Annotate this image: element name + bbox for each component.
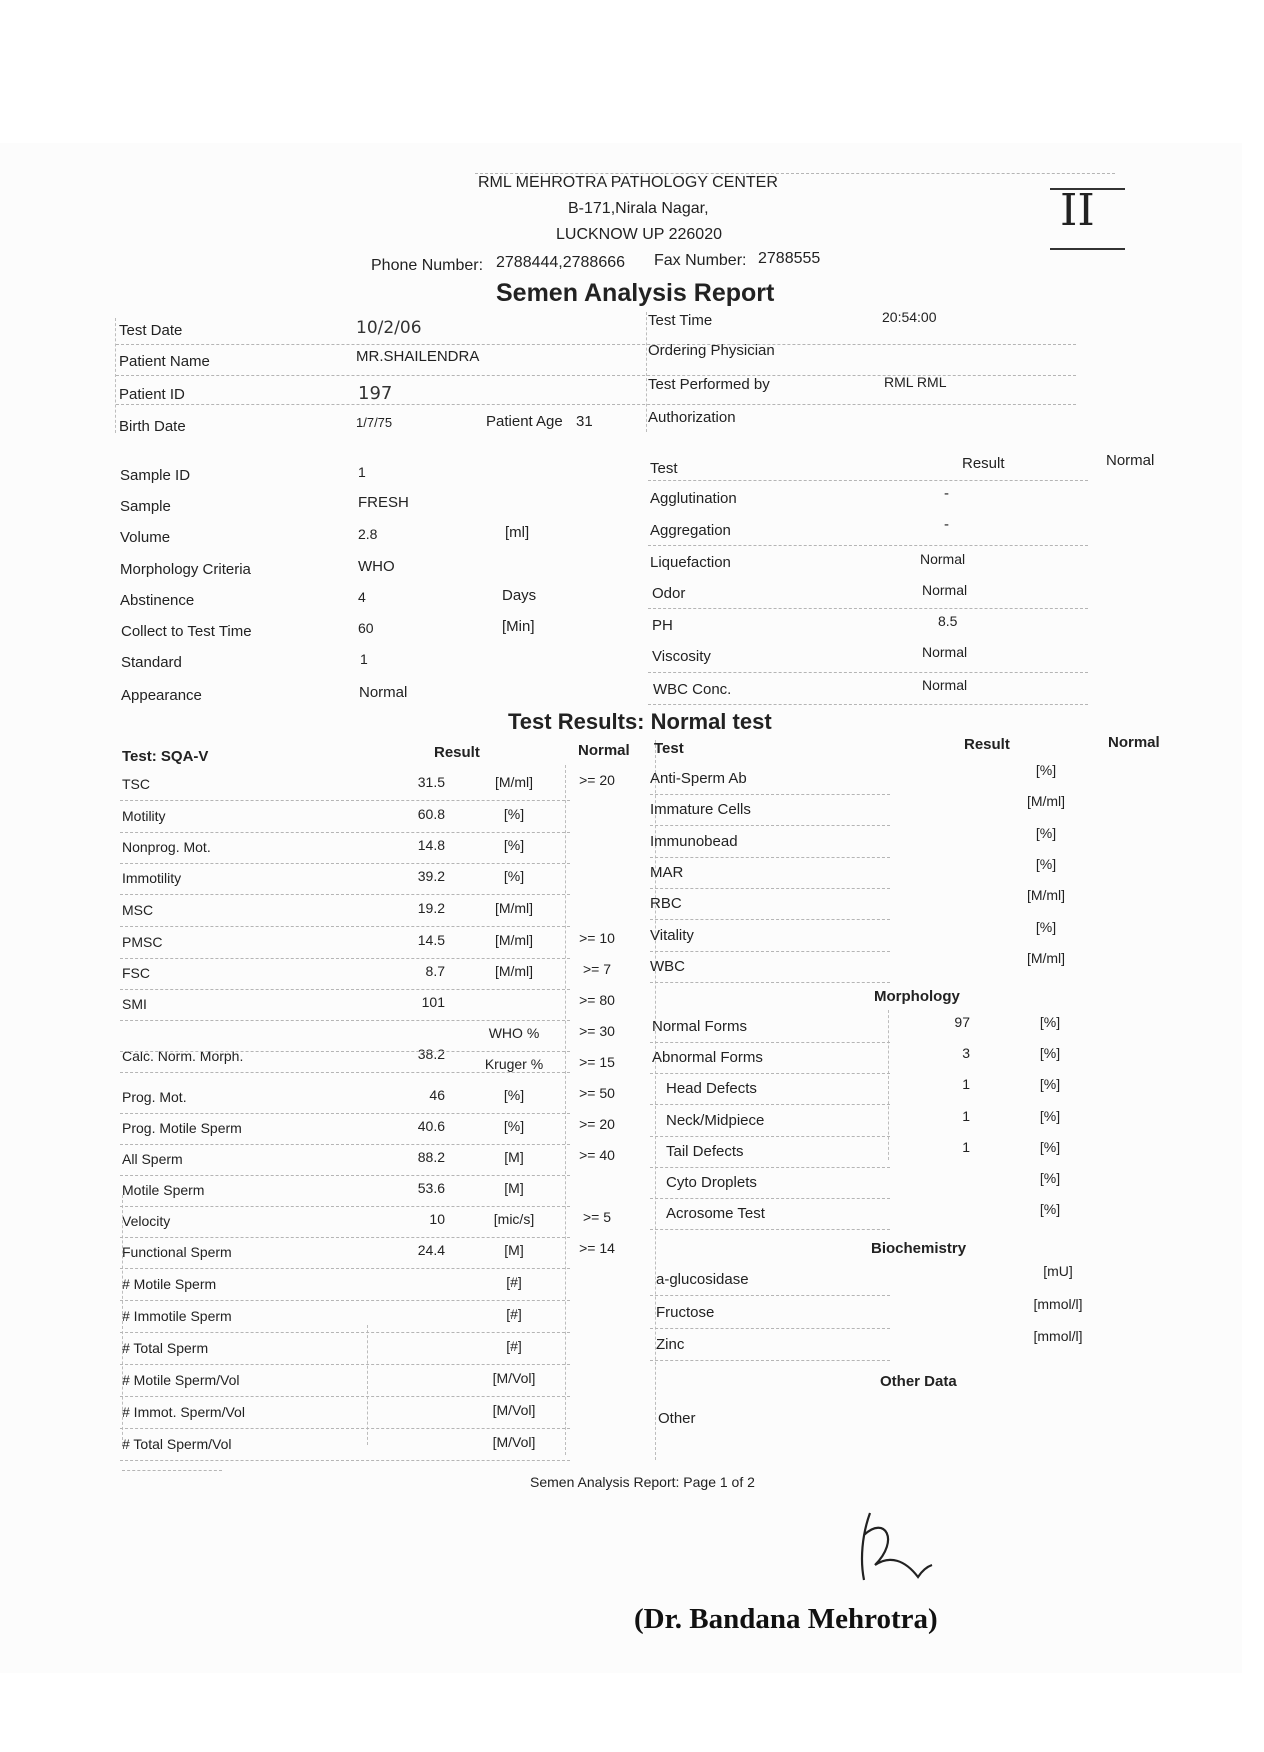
sqa-result: 39.2 [417, 868, 445, 884]
row-rule [648, 608, 1088, 609]
row-rule [650, 1360, 890, 1361]
sample-label: Abstinence [120, 592, 195, 609]
sqa-normal: >= 40 [579, 1147, 615, 1163]
biochemistry-test: Zinc [656, 1336, 685, 1353]
row-rule [650, 982, 890, 983]
sqa-unit: [M] [504, 1180, 524, 1196]
phone-number: 2788444,2788666 [496, 254, 626, 271]
physical-result: Normal [922, 677, 968, 693]
row-rule [650, 1073, 890, 1074]
column-rule [646, 312, 647, 432]
sqa-normal: >= 15 [579, 1054, 615, 1070]
morphology-test: Head Defects [666, 1080, 757, 1097]
right-test: MAR [650, 864, 684, 881]
patient-label: Patient ID [119, 386, 185, 403]
biochemistry-test: a-glucosidase [656, 1271, 749, 1288]
patient-label: Test Date [119, 322, 183, 339]
biochemistry-unit: [mU] [1043, 1263, 1073, 1279]
sample-label: Standard [121, 654, 182, 671]
morphology-test: Neck/Midpiece [666, 1112, 765, 1129]
column-rule [888, 1010, 889, 1160]
sqa-result: 8.7 [425, 963, 445, 979]
sample-label: Sample [120, 498, 171, 515]
row-rule [650, 919, 890, 920]
physical-test-header: Test [650, 460, 678, 477]
sample-label: Volume [120, 529, 171, 546]
physical-test: Viscosity [652, 648, 711, 665]
row-rule [120, 1051, 570, 1052]
row-rule [120, 800, 570, 801]
morphology-title: Morphology [874, 988, 960, 1005]
other-label: Other [658, 1410, 696, 1427]
sample-value: FRESH [358, 494, 409, 511]
sample-label: Sample ID [120, 467, 191, 484]
physical-result: - [944, 485, 949, 502]
sqa-unit: Kruger % [484, 1056, 544, 1072]
row-rule [116, 404, 1076, 405]
sqa-unit: [M/ml] [494, 900, 534, 916]
sqa-result: 53.6 [417, 1180, 445, 1196]
row-rule [648, 672, 1088, 673]
column-rule [122, 1195, 123, 1445]
sqa-result-header: Result [434, 744, 480, 761]
morphology-test: Acrosome Test [666, 1205, 765, 1222]
fax-label: Fax Number: [654, 252, 747, 269]
row-rule [120, 1364, 570, 1365]
phone-label: Phone Number: [371, 257, 484, 274]
results-title: Test Results: Normal test [508, 709, 772, 734]
physical-normal-header: Normal [1106, 452, 1155, 469]
sqa-normal: >= 20 [579, 1116, 615, 1132]
sqa-test: Immotility [122, 870, 182, 886]
sqa-test: # Motile Sperm [122, 1276, 217, 1292]
biochemistry-unit: [mmol/l] [1033, 1296, 1083, 1312]
row-rule [650, 1167, 890, 1168]
morphology-unit: [%] [1039, 1014, 1061, 1030]
physical-test: Agglutination [650, 490, 737, 507]
sample-label: Collect to Test Time [121, 623, 252, 640]
physical-result: Normal [922, 582, 968, 598]
sqa-test: SMI [122, 996, 147, 1012]
row-rule [650, 857, 890, 858]
sqa-test: # Immotile Sperm [122, 1308, 232, 1324]
sqa-unit: [#] [506, 1274, 522, 1290]
roman-numeral-mark: II [1060, 185, 1095, 236]
sqa-normal-header: Normal [578, 742, 630, 759]
row-rule [650, 1295, 890, 1296]
row-rule [120, 1428, 570, 1429]
sqa-unit: [%] [503, 806, 525, 822]
column-rule [565, 765, 566, 1455]
sample-label: Appearance [121, 687, 202, 704]
row-rule [120, 1332, 570, 1333]
sqa-test: MSC [122, 902, 154, 918]
row-rule [650, 951, 890, 952]
sample-value: 60 [358, 620, 374, 636]
row-rule [116, 344, 1076, 345]
morphology-result: 97 [954, 1014, 970, 1030]
patient-value: 197 [358, 383, 393, 404]
row-rule [650, 794, 890, 795]
row-rule [650, 1136, 890, 1137]
signature-name: (Dr. Bandana Mehrotra) [634, 1603, 938, 1635]
sqa-unit: [M] [504, 1242, 524, 1258]
sqa-test: Motile Sperm [122, 1182, 205, 1198]
sqa-unit: [%] [503, 837, 525, 853]
sample-unit: [ml] [505, 524, 530, 541]
patient-value: 10/2/06 [356, 318, 422, 338]
sqa-result: 40.6 [417, 1118, 445, 1134]
sqa-unit: [M/Vol] [492, 1370, 536, 1386]
sqa-test: FSC [122, 965, 150, 981]
sqa-test-header: Test: SQA-V [122, 748, 209, 765]
morphology-unit: [%] [1039, 1045, 1061, 1061]
physical-result-header: Result [962, 455, 1005, 472]
sample-label: Morphology Criteria [120, 561, 251, 578]
sqa-unit: [#] [506, 1338, 522, 1354]
right-normal-header: Normal [1108, 734, 1160, 751]
row-rule [120, 1144, 570, 1145]
morphology-test: Abnormal Forms [652, 1049, 763, 1066]
morphology-unit: [%] [1039, 1170, 1061, 1186]
roman-mark-rule-bottom [1050, 248, 1125, 250]
morphology-unit: [%] [1039, 1076, 1061, 1092]
right-test: Immunobead [650, 833, 738, 850]
row-rule [650, 1198, 890, 1199]
right-unit: [M/ml] [1026, 887, 1066, 903]
sqa-unit: [%] [503, 1118, 525, 1134]
sqa-result: 60.8 [417, 806, 445, 822]
column-rule [367, 1325, 368, 1445]
physical-result: Normal [922, 644, 968, 660]
morphology-result: 1 [962, 1076, 970, 1092]
sample-value: WHO [358, 558, 395, 575]
patient-value: 1/7/75 [356, 415, 393, 430]
test-info-label: Ordering Physician [648, 342, 775, 359]
biochemistry-title: Biochemistry [871, 1240, 967, 1257]
test-info-value: 20:54:00 [882, 309, 937, 325]
row-rule [650, 888, 890, 889]
morphology-test: Normal Forms [652, 1018, 748, 1035]
sample-value: 2.8 [358, 526, 378, 542]
row-rule [650, 1104, 890, 1105]
page-footer: Semen Analysis Report: Page 1 of 2 [530, 1474, 755, 1490]
sqa-unit: [#] [506, 1306, 522, 1322]
right-test: Vitality [650, 927, 694, 944]
sample-value: 4 [358, 589, 366, 605]
row-rule [120, 1268, 570, 1269]
sqa-result: 31.5 [417, 774, 445, 790]
sqa-test: # Total Sperm/Vol [122, 1436, 232, 1452]
signature [850, 1505, 940, 1595]
address-line-2: LUCKNOW UP 226020 [556, 226, 722, 243]
physical-result: 8.5 [938, 613, 958, 629]
sqa-result: 101 [421, 994, 445, 1010]
biochemistry-unit: [mmol/l] [1033, 1328, 1083, 1344]
sample-unit: [Min] [502, 618, 535, 635]
sqa-unit: [%] [503, 868, 525, 884]
patient-age-value: 31 [576, 413, 593, 430]
sqa-unit: [mic/s] [493, 1211, 535, 1227]
right-result-header: Result [964, 736, 1010, 753]
sqa-test: TSC [122, 776, 150, 792]
sqa-unit: [M/ml] [494, 774, 534, 790]
row-rule [120, 1175, 570, 1176]
morphology-result: 1 [962, 1108, 970, 1124]
row-rule [120, 1020, 570, 1021]
row-rule [120, 1072, 570, 1073]
right-unit: [%] [1035, 825, 1057, 841]
morphology-result: 3 [962, 1045, 970, 1061]
sqa-result: 46 [429, 1087, 445, 1103]
sqa-unit: [M/Vol] [492, 1434, 536, 1450]
sqa-normal: >= 30 [579, 1023, 615, 1039]
sqa-unit: [M/ml] [494, 932, 534, 948]
header-rule [475, 173, 1115, 174]
patient-label: Birth Date [119, 418, 186, 435]
sqa-test: PMSC [122, 934, 163, 950]
physical-test: WBC Conc. [653, 681, 732, 698]
row-rule [650, 1042, 890, 1043]
morphology-unit: [%] [1039, 1108, 1061, 1124]
row-rule [648, 480, 1088, 481]
physical-test: Aggregation [650, 522, 731, 539]
sqa-unit: [M/Vol] [492, 1402, 536, 1418]
physical-test: Liquefaction [650, 554, 731, 571]
row-rule [120, 989, 570, 990]
test-info-label: Test Performed by [648, 376, 770, 393]
column-rule [115, 318, 116, 433]
sqa-unit: [M/ml] [494, 963, 534, 979]
physical-result: - [944, 516, 949, 533]
row-rule [650, 1328, 890, 1329]
sqa-normal: >= 7 [582, 961, 612, 977]
sqa-test: Velocity [122, 1213, 171, 1229]
sample-value: Normal [359, 684, 408, 701]
morphology-unit: [%] [1039, 1201, 1061, 1217]
row-rule [120, 1206, 570, 1207]
sqa-result: 24.4 [417, 1242, 445, 1258]
sample-unit: Days [502, 587, 537, 604]
sqa-normal: >= 80 [579, 992, 615, 1008]
row-rule [120, 832, 570, 833]
physical-result: Normal [920, 551, 966, 567]
row-rule [120, 926, 570, 927]
sqa-test: All Sperm [122, 1151, 183, 1167]
row-rule [648, 704, 1088, 705]
physical-test: Odor [652, 585, 686, 602]
sqa-result: 10 [429, 1211, 445, 1227]
sqa-test: # Immot. Sperm/Vol [122, 1404, 245, 1420]
row-rule [120, 863, 570, 864]
sample-value: 1 [360, 651, 368, 667]
right-test: RBC [650, 895, 682, 912]
right-test-header: Test [654, 740, 684, 757]
test-info-value: RML RML [884, 374, 947, 390]
roman-mark-rule-top [1050, 188, 1125, 190]
sqa-test: # Motile Sperm/Vol [122, 1372, 240, 1388]
sqa-test: Functional Sperm [122, 1244, 232, 1260]
row-rule [120, 1460, 570, 1461]
right-test: WBC [650, 958, 685, 975]
row-rule [650, 825, 890, 826]
row-rule [120, 958, 570, 959]
sqa-result: 88.2 [417, 1149, 445, 1165]
sqa-normal: >= 20 [579, 772, 615, 788]
row-rule [120, 1237, 570, 1238]
sqa-result: 14.5 [417, 932, 445, 948]
sqa-test: Prog. Mot. [122, 1089, 187, 1105]
morphology-test: Cyto Droplets [666, 1174, 757, 1191]
morphology-result: 1 [962, 1139, 970, 1155]
sqa-normal: >= 14 [579, 1240, 615, 1256]
sqa-result: 38.2 [417, 1046, 445, 1062]
sqa-normal: >= 5 [582, 1209, 612, 1225]
row-rule [120, 894, 570, 895]
right-unit: [%] [1035, 762, 1057, 778]
sqa-test: Calc. Norm. Morph. [122, 1048, 244, 1064]
other-data-title: Other Data [880, 1373, 957, 1390]
sqa-unit: WHO % [488, 1025, 540, 1041]
sqa-unit: [%] [503, 1087, 525, 1103]
patient-age-label: Patient Age [486, 413, 563, 430]
center-name: RML MEHROTRA PATHOLOGY CENTER [478, 174, 778, 191]
test-info-label: Test Time [648, 312, 713, 329]
sqa-normal: >= 10 [579, 930, 615, 946]
row-rule [120, 1113, 570, 1114]
report-title: Semen Analysis Report [496, 279, 775, 307]
biochemistry-test: Fructose [656, 1304, 715, 1321]
row-rule [648, 545, 1088, 546]
sample-value: 1 [358, 464, 366, 480]
sqa-test: Nonprog. Mot. [122, 839, 211, 855]
morphology-test: Tail Defects [666, 1143, 744, 1160]
sqa-test: Prog. Motile Sperm [122, 1120, 242, 1136]
right-test: Anti-Sperm Ab [650, 770, 747, 787]
fax-number: 2788555 [758, 250, 821, 267]
sqa-test: Motility [122, 808, 166, 824]
row-rule [120, 1300, 570, 1301]
right-unit: [M/ml] [1026, 950, 1066, 966]
sqa-unit: [M] [504, 1149, 524, 1165]
patient-value: MR.SHAILENDRA [356, 348, 480, 365]
sqa-result: 19.2 [417, 900, 445, 916]
right-test: Immature Cells [650, 801, 751, 818]
physical-test: PH [652, 617, 673, 634]
morphology-unit: [%] [1039, 1139, 1061, 1155]
address-line-1: B-171,Nirala Nagar, [568, 200, 709, 217]
row-rule [650, 1229, 890, 1230]
sqa-result: 14.8 [417, 837, 445, 853]
row-rule [120, 1396, 570, 1397]
right-unit: [M/ml] [1026, 793, 1066, 809]
sqa-normal: >= 50 [579, 1085, 615, 1101]
test-info-label: Authorization [648, 409, 736, 426]
row-rule [122, 1470, 222, 1471]
patient-label: Patient Name [119, 353, 210, 370]
right-unit: [%] [1035, 919, 1057, 935]
sqa-test: # Total Sperm [122, 1340, 209, 1356]
right-unit: [%] [1035, 856, 1057, 872]
